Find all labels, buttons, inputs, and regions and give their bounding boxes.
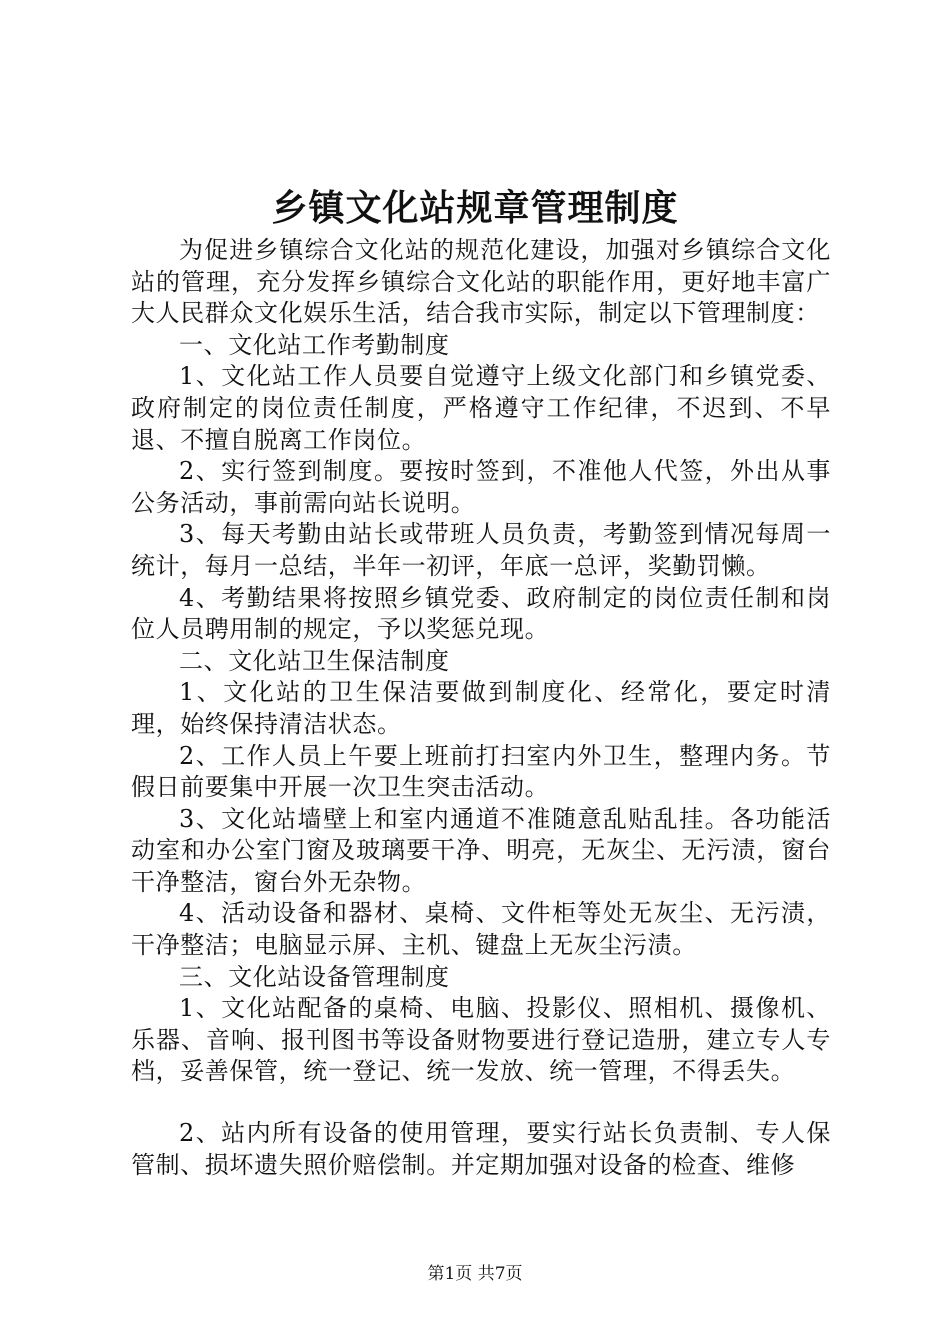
attendance-item-3: 3、每天考勤由站长或带班人员负责，考勤签到情况每周一统计，每月一总结，半年一初评，年底一总评，奖勤罚懒。 (131, 520, 831, 580)
attendance-item-2: 2、实行签到制度。要按时签到，不准他人代签，外出从事公务活动，事前需向站长说明。 (131, 457, 831, 517)
intro-paragraph: 为促进乡镇综合文化站的规范化建设，加强对乡镇综合文化站的管理，充分发挥乡镇综合文化站的职能作用，更好地丰富广大人民群众文化娱乐生活，结合我市实际，制定以下管理制度： (131, 236, 831, 328)
section-heading-attendance: 一、文化站工作考勤制度 (179, 330, 450, 359)
hygiene-item-3: 3、文化站墙壁上和室内通道不准随意乱贴乱挂。各功能活动室和办公室门窗及玻璃要干净、明亮，无灰尘、无污渍，窗台干净整洁，窗台外无杂物。 (131, 804, 831, 896)
section-heading-hygiene: 二、文化站卫生保洁制度 (179, 646, 450, 675)
attendance-item-1: 1、文化站工作人员要自觉遵守上级文化部门和乡镇党委、政府制定的岗位责任制度，严格遵守工作纪律，不迟到、不早退、不擅自脱离工作岗位。 (131, 362, 831, 454)
section-heading-equipment: 三、文化站设备管理制度 (179, 962, 450, 991)
attendance-item-4: 4、考勤结果将按照乡镇党委、政府制定的岗位责任制和岗位人员聘用制的规定，予以奖惩兑现。 (131, 583, 831, 644)
equipment-item-2: 2、站内所有设备的使用管理，要实行站长负责制、专人保管制、损坏遗失照价赔偿制。并定期加强对设备的检查、维修 (131, 1119, 831, 1179)
hygiene-item-4: 4、活动设备和器材、桌椅、文件柜等处无灰尘、无污渍，干净整洁；电脑显示屏、主机、键盘上无灰尘污渍。 (131, 899, 831, 960)
equipment-item-1: 1、文化站配备的桌椅、电脑、投影仪、照相机、摄像机、乐器、音响、报刊图书等设备财物要进行登记造册，建立专人专档，妥善保管，统一登记、统一发放、统一管理，不得丢失。 (131, 994, 831, 1086)
page-number: 第1页 共7页 (427, 1264, 523, 1284)
hygiene-item-1: 1、文化站的卫生保洁要做到制度化、经常化，要定时清理，始终保持清洁状态。 (131, 678, 831, 738)
document-title: 乡镇文化站规章管理制度 (271, 188, 679, 229)
hygiene-item-2: 2、工作人员上午要上班前打扫室内外卫生，整理内务。节假日前要集中开展一次卫生突击活动。 (131, 741, 831, 802)
document-body (131, 235, 831, 1181)
